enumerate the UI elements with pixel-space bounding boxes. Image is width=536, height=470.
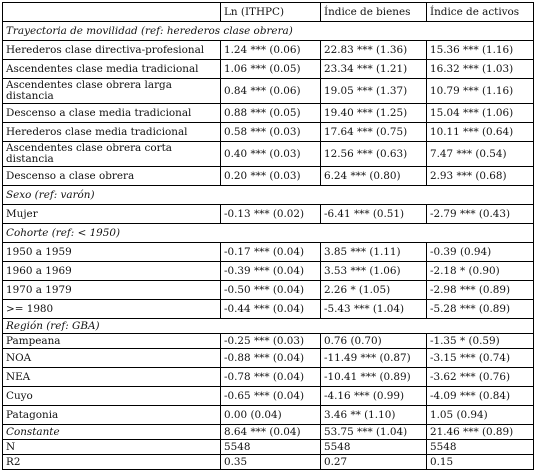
- cell-indice-bienes: 0.76 (0.70): [321, 334, 427, 349]
- cell-indice-activos: 0.15: [427, 455, 534, 470]
- cell-indice-activos: 21.46 *** (0.89): [427, 425, 534, 440]
- cell-indice-activos: -2.79 *** (0.43): [427, 205, 534, 224]
- table-row: [3, 123, 534, 142]
- cell-ln-ithpc: 0.00 (0.04): [221, 406, 321, 425]
- section-row: [3, 224, 534, 243]
- row-label: >= 1980: [3, 300, 221, 319]
- cell-ln-ithpc: 0.35: [221, 455, 321, 470]
- cell-indice-activos: -5.28 *** (0.89): [427, 300, 534, 319]
- cell-indice-activos: 5548: [427, 440, 534, 455]
- cell-indice-bienes: 3.46 ** (1.10): [321, 406, 427, 425]
- regression-table: [2, 2, 534, 470]
- cell-indice-bienes: 3.85 *** (1.11): [321, 243, 427, 262]
- cell-indice-bienes: 17.64 *** (0.75): [321, 123, 427, 142]
- row-label: Descenso a clase media tradicional: [3, 104, 221, 123]
- section-title-trayectoria: Trayectoria de movilidad (ref: herederos clase obrera): [3, 22, 534, 41]
- cell-ln-ithpc: -0.13 *** (0.02): [221, 205, 321, 224]
- cell-indice-bienes: -4.16 *** (0.99): [321, 387, 427, 406]
- row-label: Patagonia: [3, 406, 221, 425]
- cell-indice-bienes: 22.83 *** (1.36): [321, 41, 427, 60]
- row-label: Descenso a clase obrera: [3, 167, 221, 186]
- table-row: [3, 455, 534, 470]
- cell-indice-bienes: -11.49 *** (0.87): [321, 349, 427, 368]
- cell-indice-activos: 15.04 *** (1.06): [427, 104, 534, 123]
- row-label: Cuyo: [3, 387, 221, 406]
- row-label: 1950 a 1959: [3, 243, 221, 262]
- row-label: Mujer: [3, 205, 221, 224]
- cell-indice-activos: -2.98 *** (0.89): [427, 281, 534, 300]
- table-row: [3, 167, 534, 186]
- table-row: [3, 387, 534, 406]
- row-label: Ascendentes clase media tradicional: [3, 60, 221, 79]
- table-row: [3, 243, 534, 262]
- cell-indice-activos: -1.35 * (0.59): [427, 334, 534, 349]
- table-row: [3, 142, 534, 167]
- cell-ln-ithpc: -0.17 *** (0.04): [221, 243, 321, 262]
- cell-indice-bienes: 53.75 *** (1.04): [321, 425, 427, 440]
- cell-indice-bienes: 0.27: [321, 455, 427, 470]
- header-indice-bienes: Índice de bienes: [321, 3, 427, 22]
- row-label: NOA: [3, 349, 221, 368]
- section-title-sexo: Sexo (ref: varón): [3, 186, 534, 205]
- cell-ln-ithpc: 0.84 *** (0.06): [221, 79, 321, 104]
- cell-ln-ithpc: 0.40 *** (0.03): [221, 142, 321, 167]
- cell-indice-bienes: -6.41 *** (0.51): [321, 205, 427, 224]
- cell-indice-bienes: 23.34 *** (1.21): [321, 60, 427, 79]
- cell-indice-bienes: 2.26 * (1.05): [321, 281, 427, 300]
- cell-indice-activos: -0.39 (0.94): [427, 243, 534, 262]
- cell-ln-ithpc: 8.64 *** (0.04): [221, 425, 321, 440]
- cell-ln-ithpc: -0.39 *** (0.04): [221, 262, 321, 281]
- cell-indice-bienes: 19.40 *** (1.25): [321, 104, 427, 123]
- row-label-n: N: [3, 440, 221, 455]
- header-empty-cell: [3, 3, 221, 22]
- section-row: [3, 186, 534, 205]
- cell-indice-activos: -4.09 *** (0.84): [427, 387, 534, 406]
- table-row: [3, 104, 534, 123]
- cell-indice-bienes: 6.24 *** (0.80): [321, 167, 427, 186]
- row-label-r2: R2: [3, 455, 221, 470]
- header-row: [3, 3, 534, 22]
- cell-ln-ithpc: 1.24 *** (0.06): [221, 41, 321, 60]
- cell-indice-activos: 15.36 *** (1.16): [427, 41, 534, 60]
- cell-ln-ithpc: -0.78 *** (0.04): [221, 368, 321, 387]
- section-row: [3, 319, 534, 334]
- table-row: [3, 79, 534, 104]
- cell-indice-activos: 10.11 *** (0.64): [427, 123, 534, 142]
- table-row: [3, 406, 534, 425]
- cell-ln-ithpc: 5548: [221, 440, 321, 455]
- row-label-constante: Constante: [3, 425, 221, 440]
- table-row: [3, 60, 534, 79]
- table-row: [3, 334, 534, 349]
- header-ln-ithpc: Ln (ITHPC): [221, 3, 321, 22]
- row-label: 1960 a 1969: [3, 262, 221, 281]
- section-title-region: Región (ref: GBA): [3, 319, 534, 334]
- cell-ln-ithpc: -0.65 *** (0.04): [221, 387, 321, 406]
- cell-ln-ithpc: -0.50 *** (0.04): [221, 281, 321, 300]
- cell-indice-bienes: 3.53 *** (1.06): [321, 262, 427, 281]
- cell-ln-ithpc: 0.20 *** (0.03): [221, 167, 321, 186]
- cell-indice-activos: -3.15 *** (0.74): [427, 349, 534, 368]
- cell-ln-ithpc: -0.88 *** (0.04): [221, 349, 321, 368]
- section-title-cohorte: Cohorte (ref: < 1950): [3, 224, 534, 243]
- table-row: [3, 205, 534, 224]
- row-label: Ascendentes clase obrera corta distancia: [3, 142, 221, 167]
- cell-indice-bienes: 5548: [321, 440, 427, 455]
- row-label: NEA: [3, 368, 221, 387]
- table-row: [3, 281, 534, 300]
- cell-indice-activos: -3.62 *** (0.76): [427, 368, 534, 387]
- cell-ln-ithpc: 1.06 *** (0.05): [221, 60, 321, 79]
- table-row: [3, 440, 534, 455]
- cell-ln-ithpc: -0.44 *** (0.04): [221, 300, 321, 319]
- row-label: 1970 a 1979: [3, 281, 221, 300]
- table-row: [3, 425, 534, 440]
- table-row: [3, 41, 534, 60]
- row-label: Pampeana: [3, 334, 221, 349]
- cell-indice-activos: 1.05 (0.94): [427, 406, 534, 425]
- cell-indice-bienes: -10.41 *** (0.89): [321, 368, 427, 387]
- table-row: [3, 368, 534, 387]
- header-indice-activos: Índice de activos: [427, 3, 534, 22]
- row-label: Herederos clase directiva-profesional: [3, 41, 221, 60]
- table-row: [3, 349, 534, 368]
- table-row: [3, 262, 534, 281]
- cell-ln-ithpc: 0.58 *** (0.03): [221, 123, 321, 142]
- cell-indice-activos: 16.32 *** (1.03): [427, 60, 534, 79]
- cell-indice-activos: 10.79 *** (1.16): [427, 79, 534, 104]
- cell-indice-activos: -2.18 * (0.90): [427, 262, 534, 281]
- section-row: [3, 22, 534, 41]
- cell-indice-bienes: 19.05 *** (1.37): [321, 79, 427, 104]
- cell-indice-activos: 7.47 *** (0.54): [427, 142, 534, 167]
- row-label: Herederos clase media tradicional: [3, 123, 221, 142]
- cell-indice-activos: 2.93 *** (0.68): [427, 167, 534, 186]
- cell-ln-ithpc: 0.88 *** (0.05): [221, 104, 321, 123]
- cell-indice-bienes: -5.43 *** (1.04): [321, 300, 427, 319]
- table-row: [3, 300, 534, 319]
- cell-indice-bienes: 12.56 *** (0.63): [321, 142, 427, 167]
- cell-ln-ithpc: -0.25 *** (0.03): [221, 334, 321, 349]
- row-label: Ascendentes clase obrera larga distancia: [3, 79, 221, 104]
